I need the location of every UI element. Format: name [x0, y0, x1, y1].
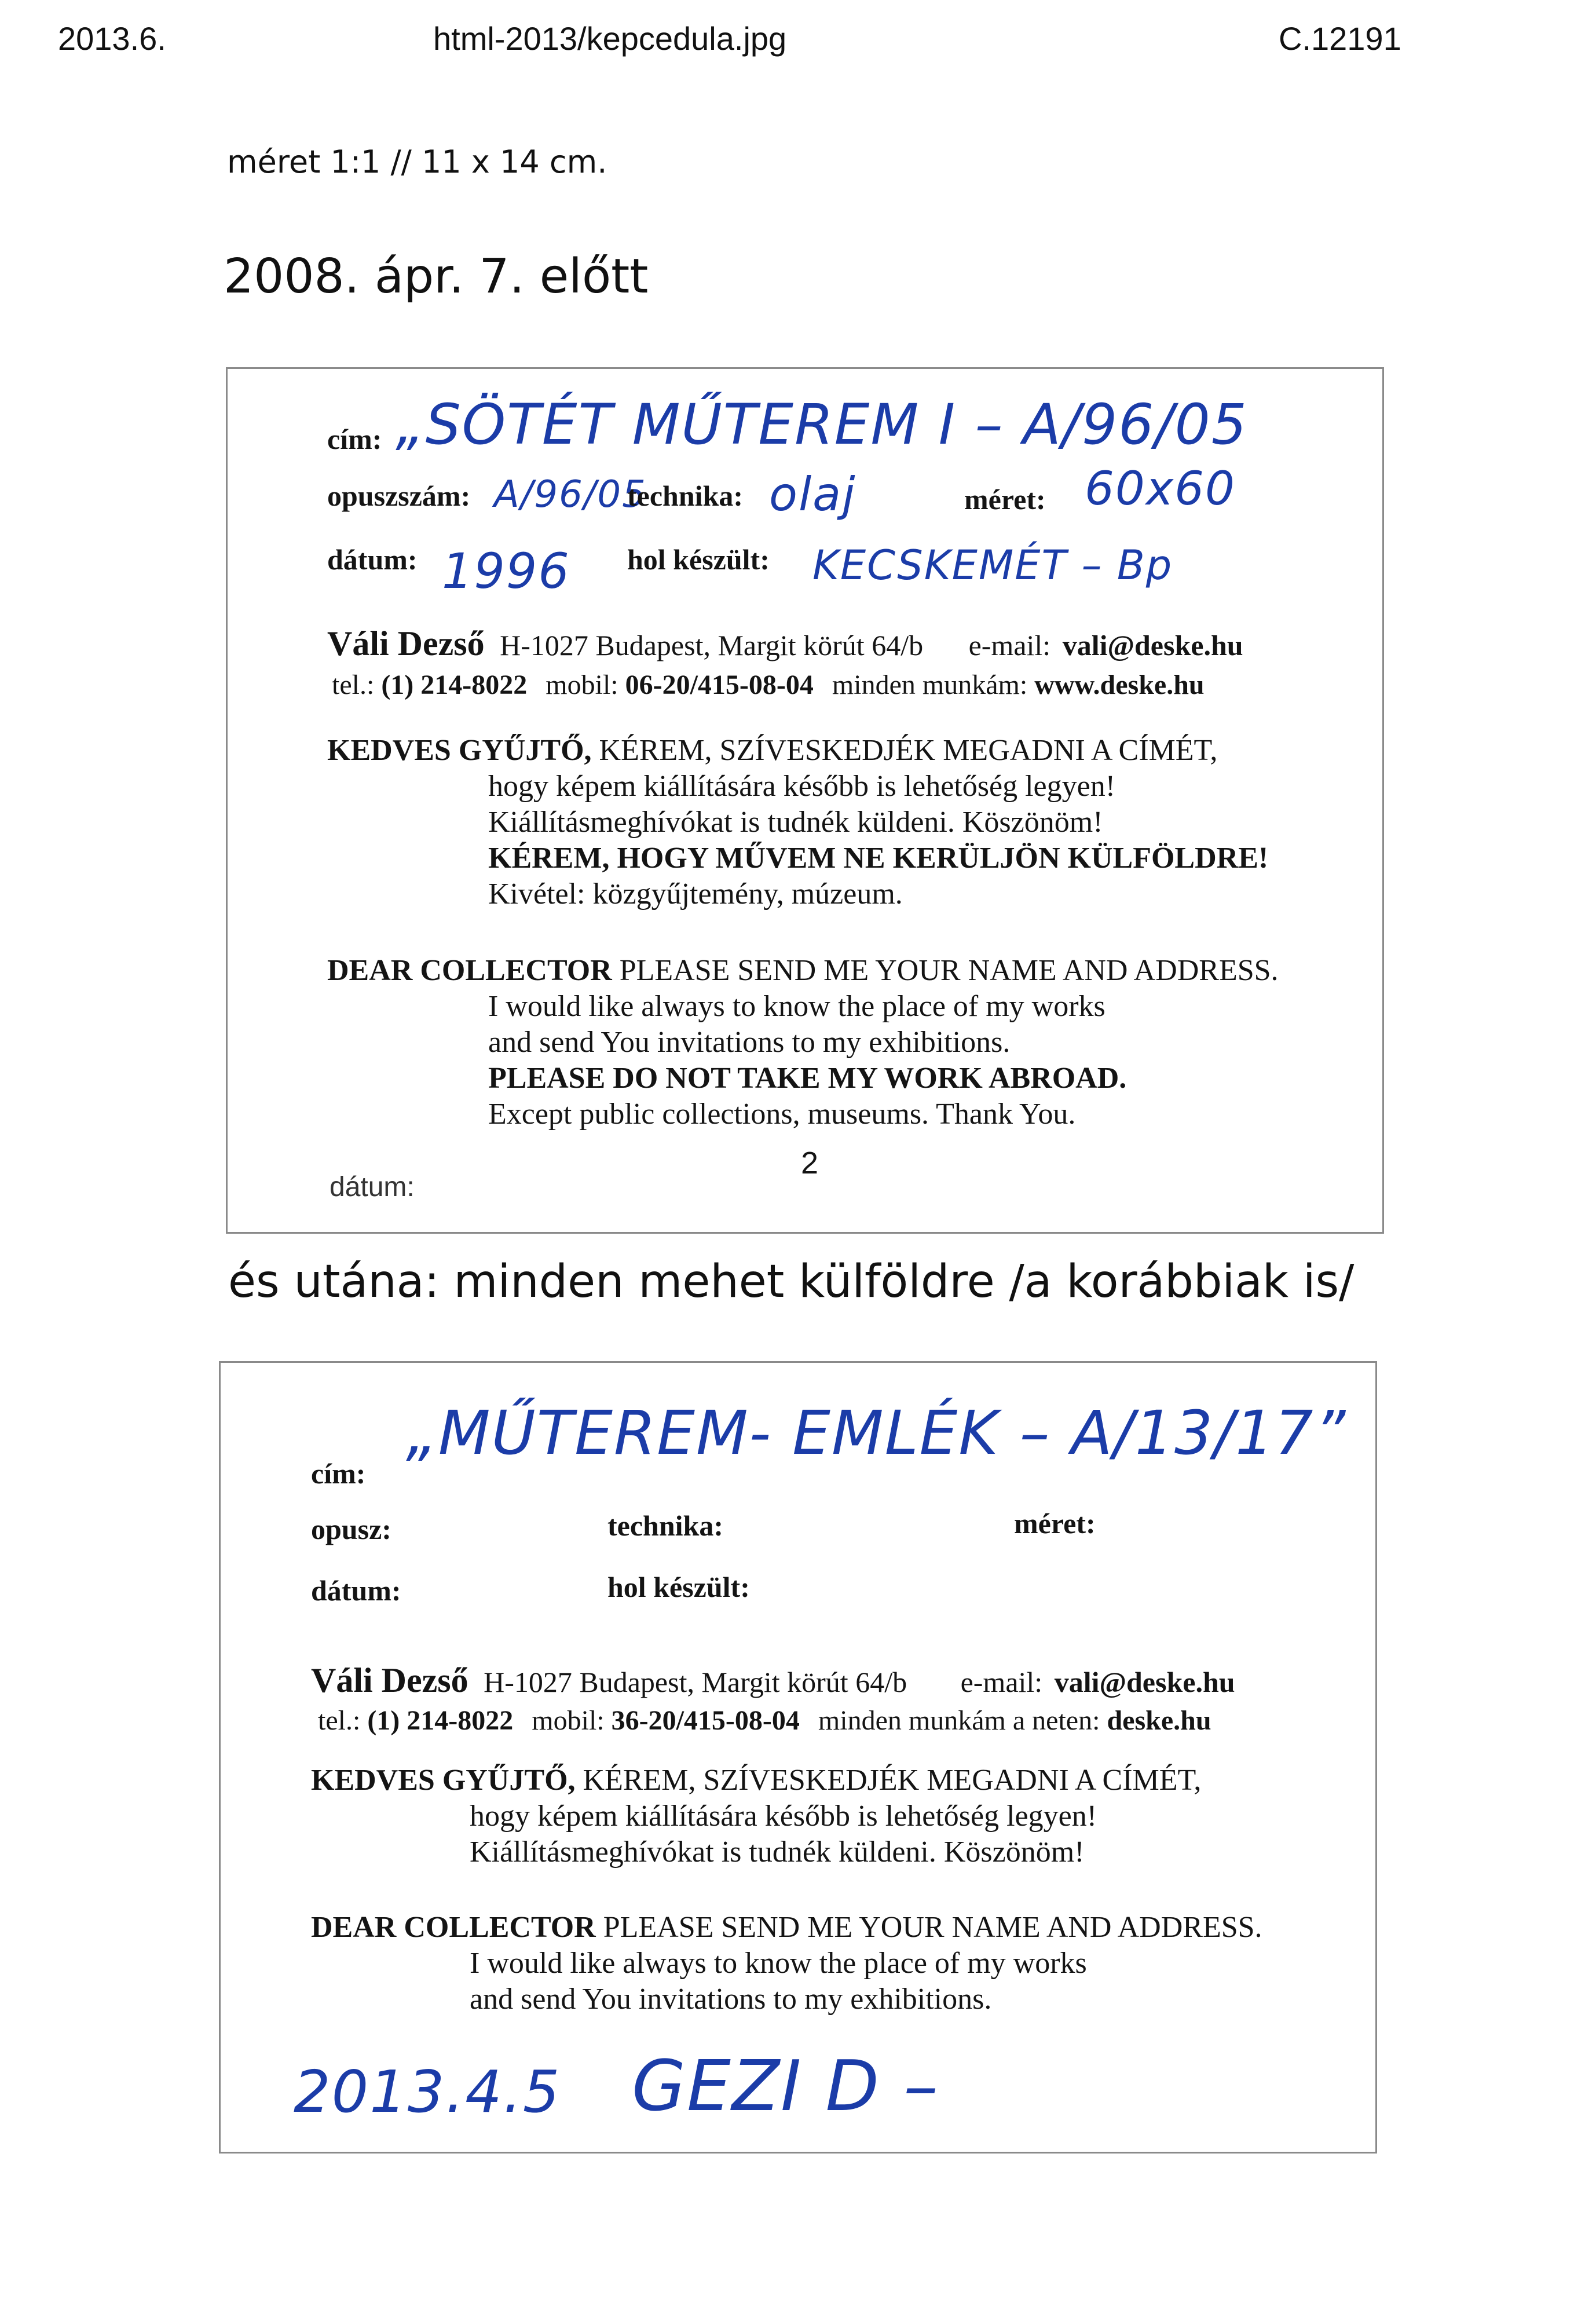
meret-label: méret:: [964, 483, 1046, 515]
email-label: e-mail:: [960, 1666, 1043, 1698]
hol-label: hol készült:: [627, 543, 770, 576]
opus-label: opusz:: [311, 1513, 391, 1545]
page-number: 2: [801, 1146, 819, 1180]
website: deske.hu: [1107, 1705, 1211, 1736]
email: vali@deske.hu: [1054, 1666, 1235, 1698]
artwork-label-card-old: [226, 367, 1384, 1234]
mobil-label: mobil:: [532, 1705, 605, 1736]
cim-label: cím:: [327, 423, 382, 455]
tel: (1) 214-8022: [367, 1705, 514, 1736]
handwritten-place: KECSKEMÉT – Bp: [812, 542, 1173, 589]
hu-lead-rest: KÉREM, SZÍVESKEDJÉK MEGADNI A CÍMÉT,: [599, 734, 1218, 767]
datum-bottom-label: dátum:: [330, 1172, 415, 1202]
header-date: 2013.6.: [58, 20, 166, 57]
address: H-1027 Budapest, Margit körút 64/b: [484, 1666, 907, 1698]
cim-label: cím:: [311, 1457, 366, 1490]
size-note: méret 1:1 // 11 x 14 cm.: [227, 144, 607, 180]
en-line-1: I would like always to know the place of my works: [488, 990, 1106, 1023]
handwritten-date: 2013.4.5: [294, 2058, 561, 2126]
mobil: 36-20/415-08-04: [611, 1705, 800, 1736]
opus-label: opuszszám:: [327, 480, 471, 512]
datum-label: dátum:: [311, 1574, 401, 1607]
after-caption: és utána: minden mehet külföldre /a korábbiak is/: [228, 1256, 1355, 1308]
hu-line-2: Kiállításmeghívókat is tudnék küldeni. Köszönöm!: [488, 806, 1103, 839]
hungarian-request: [327, 733, 1268, 912]
hu-exception: Kivétel: közgyűjtemény, múzeum.: [488, 878, 903, 911]
works-label: minden munkám:: [832, 670, 1028, 700]
datum-label: dátum:: [327, 543, 418, 576]
hu-lead-rest: KÉREM, SZÍVESKEDJÉK MEGADNI A CÍMÉT,: [583, 1764, 1202, 1797]
english-request: [311, 1910, 1262, 2017]
before-caption: 2008. ápr. 7. előtt: [224, 249, 649, 304]
english-request: [327, 953, 1279, 1132]
hu-line-2: Kiállításmeghívókat is tudnék küldeni. Köszönöm!: [470, 1836, 1085, 1869]
hu-lead-bold: KEDVES GYŰJTŐ,: [327, 734, 592, 767]
technika-label: technika:: [607, 1509, 723, 1542]
handwritten-opus: A/96/05: [494, 473, 647, 516]
hu-line-1: hogy képem kiállítására később is lehetőség legyen!: [488, 770, 1116, 803]
handwritten-title: „MŰTEREM- EMLÉK – A/13/17”: [406, 1398, 1347, 1468]
handwritten-meret: 60x60: [1085, 462, 1236, 515]
en-lead-rest: PLEASE SEND ME YOUR NAME AND ADDRESS.: [619, 954, 1279, 987]
en-lead-bold: DEAR COLLECTOR: [311, 1911, 596, 1944]
contact-line-1: [327, 624, 1243, 664]
hungarian-request: [311, 1763, 1201, 1870]
en-line-1: I would like always to know the place of my works: [470, 1947, 1087, 1980]
en-abroad-warning: PLEASE DO NOT TAKE MY WORK ABROAD.: [488, 1062, 1127, 1095]
address: H-1027 Budapest, Margit körút 64/b: [500, 629, 924, 661]
artist-name: Váli Dezső: [311, 1661, 468, 1699]
hu-abroad-warning: KÉREM, HOGY MŰVEM NE KERÜLJÖN KÜLFÖLDRE!: [488, 842, 1269, 875]
hu-lead-bold: KEDVES GYŰJTŐ,: [311, 1764, 576, 1797]
tel-label: tel.:: [332, 670, 375, 700]
artwork-label-card-new: [219, 1361, 1377, 2154]
artist-name: Váli Dezső: [327, 624, 485, 663]
handwritten-title: „SÖTÉT MŰTEREM I – A/96/05: [396, 392, 1248, 457]
en-lead-bold: DEAR COLLECTOR: [327, 954, 612, 987]
email: vali@deske.hu: [1062, 629, 1243, 661]
website: www.deske.hu: [1034, 670, 1205, 700]
mobil-label: mobil:: [546, 670, 618, 700]
contact-line-2: [318, 1705, 1211, 1736]
hu-line-1: hogy képem kiállítására később is lehetőség legyen!: [470, 1800, 1097, 1833]
handwritten-datum: 1996: [442, 543, 570, 599]
email-label: e-mail:: [968, 629, 1051, 661]
en-exception: Except public collections, museums. Thank You.: [488, 1098, 1076, 1131]
en-lead-rest: PLEASE SEND ME YOUR NAME AND ADDRESS.: [603, 1911, 1262, 1944]
contact-line-2: [332, 669, 1205, 701]
contact-line-1: [311, 1661, 1235, 1701]
tel: (1) 214-8022: [381, 670, 528, 700]
works-label: minden munkám a neten:: [818, 1705, 1100, 1736]
mobil: 06-20/415-08-04: [625, 670, 814, 700]
hol-label: hol készült:: [607, 1571, 750, 1603]
header-filename: html-2013/kepcedula.jpg: [433, 20, 787, 57]
meret-label: méret:: [1014, 1507, 1096, 1540]
handwritten-technika: olaj: [769, 467, 856, 521]
en-line-2: and send You invitations to my exhibitions.: [470, 1983, 992, 2016]
tel-label: tel.:: [318, 1705, 361, 1736]
handwritten-signature: GEZI D –: [632, 2046, 940, 2127]
technika-label: technika:: [627, 480, 743, 512]
header-code: C.12191: [1279, 20, 1401, 57]
en-line-2: and send You invitations to my exhibitions.: [488, 1026, 1011, 1059]
